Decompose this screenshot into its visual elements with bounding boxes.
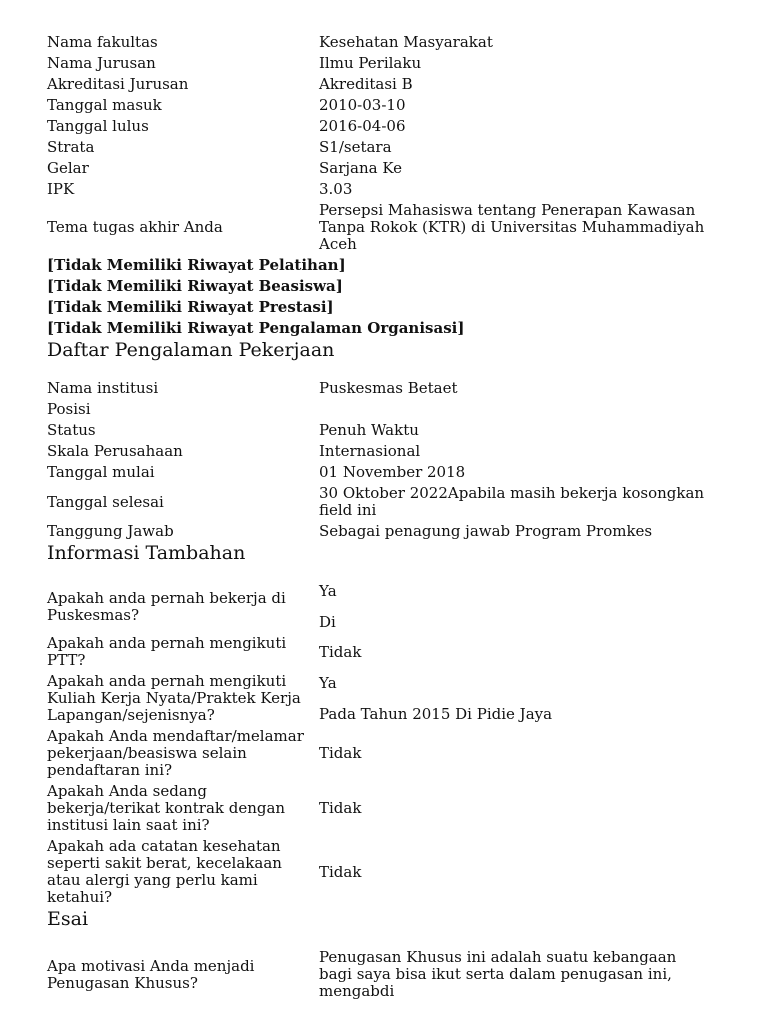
table-row <box>47 521 707 542</box>
table-row <box>47 836 707 908</box>
question-label: Apakah anda pernah mengikuti Kuliah Kerja Nyata/Praktek Kerja Lapangan/sejenisnya? <box>47 672 301 724</box>
table-row <box>47 781 707 836</box>
field-label: Tanggal mulai <box>47 463 155 481</box>
field-value: 01 November 2018 <box>319 463 466 481</box>
essay-question: Apa motivasi Anda menjadi Penugasan Khusus? <box>47 956 255 992</box>
work-section-heading: Daftar Pengalaman Pekerjaan <box>47 339 335 361</box>
field-value: Kesehatan Masyarakat <box>319 33 493 51</box>
field-value: Sarjana Ke <box>319 159 403 177</box>
field-label: Tanggal lulus <box>47 117 149 135</box>
question-label: Apakah Anda mendaftar/melamar pekerjaan/beasiswa selain pendaftaran ini? <box>47 727 304 779</box>
table-row <box>47 420 707 441</box>
question-label: Apakah Anda sedang bekerja/terikat kontrak dengan institusi lain saat ini? <box>47 782 286 834</box>
field-value: Akreditasi B <box>319 75 413 93</box>
table-row <box>47 441 707 462</box>
table-row <box>47 462 707 483</box>
field-value: Persepsi Mahasiswa tentang Penerapan Kawasan Tanpa Rokok (KTR) di Universitas Muhammadiyah Aceh <box>319 201 705 253</box>
table-row <box>47 137 707 158</box>
field-value: 2016-04-06 <box>319 117 406 135</box>
table-row <box>47 633 707 671</box>
answer-value: Ya <box>319 673 337 692</box>
field-value: Ilmu Perilaku <box>319 54 422 72</box>
table-row <box>47 947 707 1002</box>
field-label: IPK <box>47 180 75 198</box>
answer-detail: Pada Tahun 2015 Di Pidie Jaya <box>319 704 553 723</box>
field-label: Skala Perusahaan <box>47 442 183 460</box>
question-label: Apakah anda pernah mengikuti PTT? <box>47 634 287 669</box>
field-label: Posisi <box>47 400 91 418</box>
field-label: Gelar <box>47 159 89 177</box>
field-value: 30 Oktober 2022Apabila masih bekerja kosongkan field ini <box>319 484 705 519</box>
education-table <box>47 32 707 255</box>
notice-no-achievement: [Tidak Memiliki Riwayat Prestasi] <box>47 298 334 316</box>
field-label: Strata <box>47 138 95 156</box>
table-row <box>47 179 707 200</box>
table-row <box>47 200 707 255</box>
question-label: Apakah ada catatan kesehatan seperti sakit berat, kecelakaan atau alergi yang perlu kami ketahui? <box>47 837 282 906</box>
field-value: S1/setara <box>319 138 392 156</box>
answer-value: Ya <box>319 582 337 600</box>
additional-table <box>47 581 707 908</box>
field-label: Tanggal masuk <box>47 96 162 114</box>
notice-no-scholarship: [Tidak Memiliki Riwayat Beasiswa] <box>47 277 343 295</box>
field-value: Puskesmas Betaet <box>319 379 458 397</box>
answer-cell <box>319 671 707 726</box>
essay-table <box>47 947 707 1002</box>
field-label: Status <box>47 421 96 439</box>
table-row <box>47 483 707 521</box>
additional-section-heading: Informasi Tambahan <box>47 542 246 564</box>
answer-cell <box>319 581 707 633</box>
question-label: Apakah anda pernah bekerja di Puskesmas? <box>47 589 286 624</box>
table-row <box>47 399 707 420</box>
answer-detail: Di <box>319 613 336 631</box>
essay-section-heading: Esai <box>47 908 89 930</box>
table-row <box>47 158 707 179</box>
field-value: Internasional <box>319 442 421 460</box>
answer-value: Tidak <box>319 862 362 881</box>
field-label: Tema tugas akhir Anda <box>47 218 223 236</box>
field-label: Nama institusi <box>47 379 159 397</box>
field-value: 3.03 <box>319 180 353 198</box>
notice-no-training: [Tidak Memiliki Riwayat Pelatihan] <box>47 256 346 274</box>
answer-value: Tidak <box>319 744 362 762</box>
answer-value: Tidak <box>319 799 362 817</box>
field-label: Tanggal selesai <box>47 492 164 511</box>
field-value <box>319 399 707 420</box>
field-label: Akreditasi Jurusan <box>47 75 189 93</box>
table-row <box>47 378 707 399</box>
table-row <box>47 671 707 726</box>
field-value: Penuh Waktu <box>319 421 419 439</box>
notice-no-organization: [Tidak Memiliki Riwayat Pengalaman Organisasi] <box>47 319 465 337</box>
table-row <box>47 53 707 74</box>
table-row <box>47 74 707 95</box>
table-row <box>47 95 707 116</box>
essay-answer: Penugasan Khusus ini adalah suatu kebangaan bagi saya bisa ikut serta dalam penugasan ini, mengabdi <box>319 948 677 1000</box>
field-value: Sebagai penagung jawab Program Promkes <box>319 522 653 540</box>
answer-value: Tidak <box>319 642 362 661</box>
work-table <box>47 378 707 542</box>
table-row <box>47 32 707 53</box>
field-value: 2010-03-10 <box>319 96 406 114</box>
field-label: Tanggung Jawab <box>47 522 174 540</box>
table-row <box>47 581 707 633</box>
table-row <box>47 726 707 781</box>
table-row <box>47 116 707 137</box>
field-label: Nama Jurusan <box>47 54 156 72</box>
field-label: Nama fakultas <box>47 33 158 51</box>
